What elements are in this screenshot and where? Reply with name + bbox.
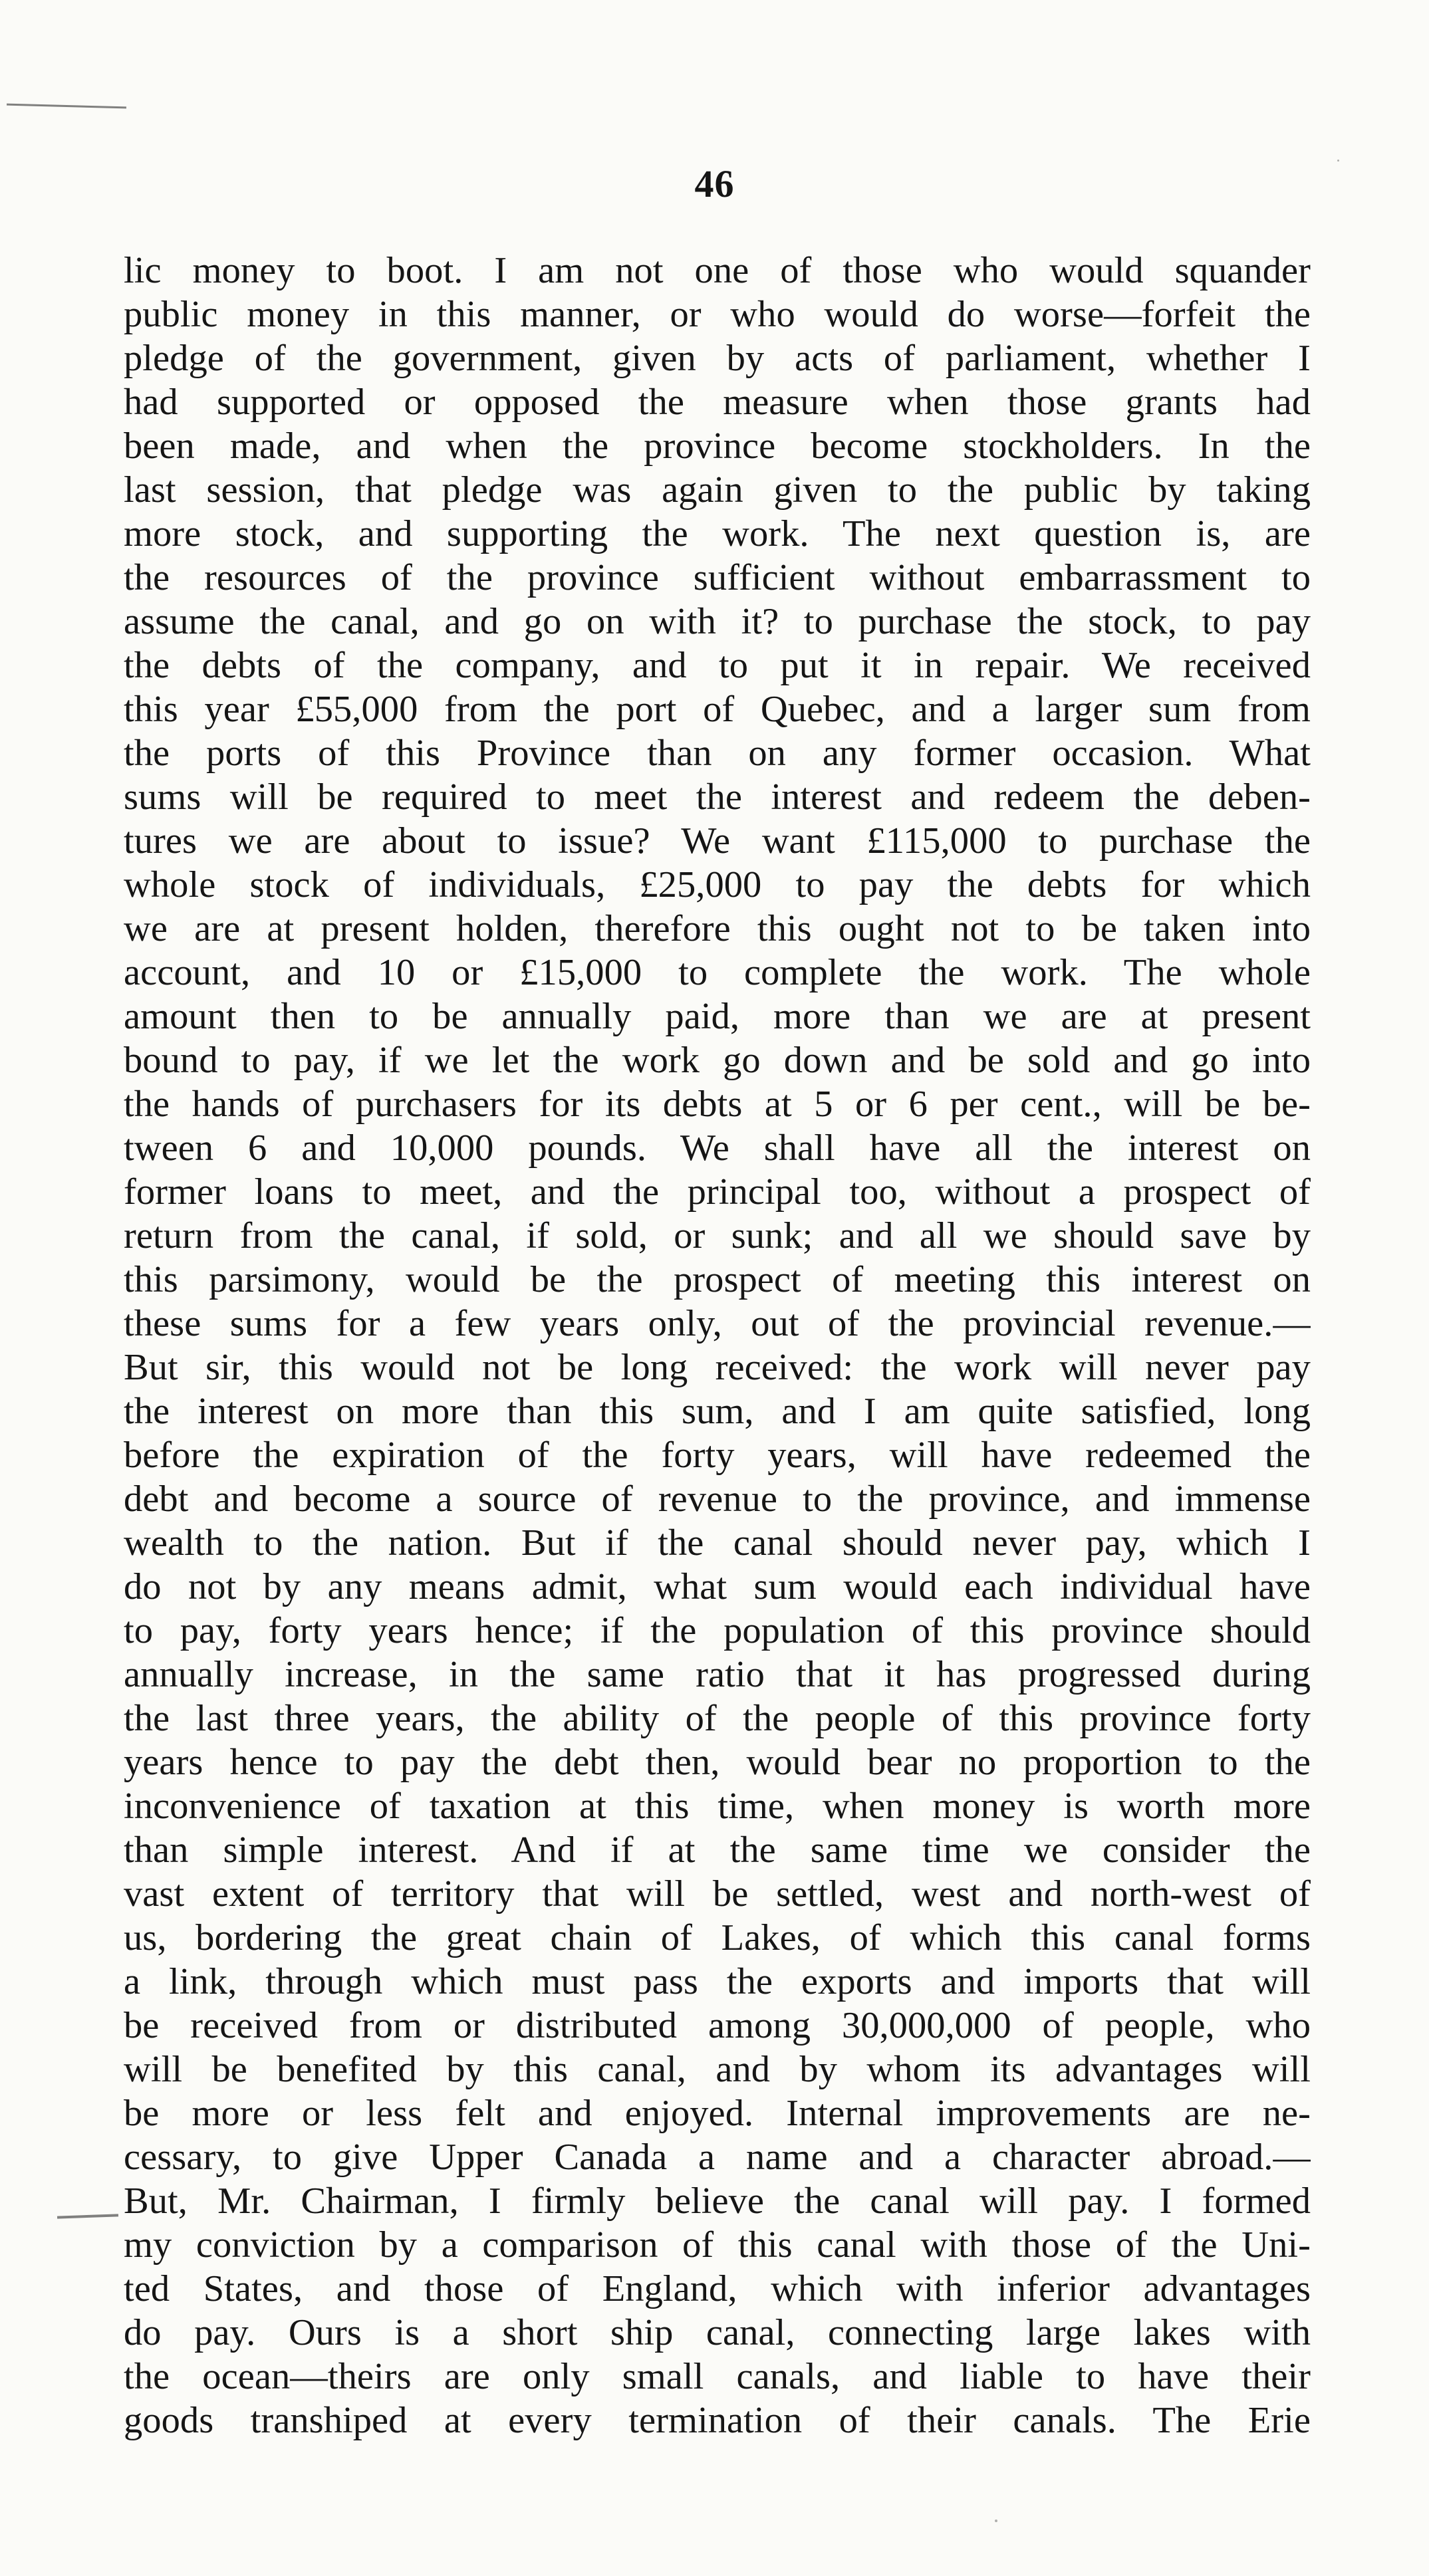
text-line: to pay, forty years hence; if the population of this province should bbox=[124, 1610, 1311, 1651]
text-line: do not by any means admit, what sum would each individual have bbox=[124, 1566, 1311, 1607]
text-line: the last three years, the ability of the people of this province forty bbox=[124, 1698, 1311, 1739]
text-line: debt and become a source of revenue to the province, and immense bbox=[124, 1478, 1311, 1520]
text-line: amount then to be annually paid, more than we are at present bbox=[124, 996, 1311, 1037]
text-line: the interest on more than this sum, and I am quite satisfied, long bbox=[124, 1391, 1311, 1432]
text-line: this year £55,000 from the port of Quebec, and a larger sum from bbox=[124, 689, 1311, 730]
text-line: tween 6 and 10,000 pounds. We shall have all the interest on bbox=[124, 1127, 1311, 1169]
text-line: than simple interest. And if at the same time we consider the bbox=[124, 1829, 1311, 1871]
text-line: annually increase, in the same ratio that it has progressed during bbox=[124, 1654, 1311, 1695]
text-line: before the expiration of the forty years, will have redeemed the bbox=[124, 1435, 1311, 1476]
scan-speck bbox=[995, 2519, 997, 2522]
text-line: my conviction by a comparison of this canal with those of the Uni- bbox=[124, 2224, 1311, 2266]
text-line: had supported or opposed the measure when those grants had bbox=[124, 382, 1311, 423]
text-line: inconvenience of taxation at this time, when money is worth more bbox=[124, 1786, 1311, 1827]
text-line: be received from or distributed among 30,000,000 of people, who bbox=[124, 2005, 1311, 2046]
text-line: former loans to meet, and the principal too, without a prospect of bbox=[124, 1171, 1311, 1213]
text-line: tures we are about to issue? We want £115,000 to purchase the bbox=[124, 820, 1311, 862]
left-margin-arrow-mark bbox=[57, 2214, 118, 2218]
text-line: do pay. Ours is a short ship canal, connecting large lakes with bbox=[124, 2312, 1311, 2353]
text-line: more stock, and supporting the work. The next question is, are bbox=[124, 513, 1311, 554]
text-line: these sums for a few years only, out of the provincial revenue.— bbox=[124, 1303, 1311, 1344]
text-line: account, and 10 or £15,000 to complete the work. The whole bbox=[124, 952, 1311, 993]
text-line: vast extent of territory that will be settled, west and north-west of bbox=[124, 1873, 1311, 1915]
text-line: But, Mr. Chairman, I firmly believe the canal will pay. I formed bbox=[124, 2180, 1311, 2222]
text-line: whole stock of individuals, £25,000 to pay the debts for which bbox=[124, 864, 1311, 905]
text-line: been made, and when the province become stockholders. In the bbox=[124, 425, 1311, 467]
top-left-scan-line bbox=[7, 104, 126, 109]
body-text bbox=[124, 249, 1311, 2442]
text-line: cessary, to give Upper Canada a name and a character abroad.— bbox=[124, 2137, 1311, 2178]
text-line: lic money to boot. I am not one of those who would squander bbox=[124, 250, 1311, 291]
text-line: will be benefited by this canal, and by whom its advantages will bbox=[124, 2049, 1311, 2090]
text-line: be more or less felt and enjoyed. Internal improvements are ne- bbox=[124, 2093, 1311, 2134]
text-line: pledge of the government, given by acts of parliament, whether I bbox=[124, 338, 1311, 379]
text-line: ted States, and those of England, which with inferior advantages bbox=[124, 2268, 1311, 2309]
text-line: this parsimony, would be the prospect of meeting this interest on bbox=[124, 1259, 1311, 1300]
text-line: assume the canal, and go on with it? to purchase the stock, to pay bbox=[124, 601, 1311, 642]
text-line: But sir, this would not be long received: the work will never pay bbox=[124, 1347, 1311, 1388]
text-line: sums will be required to meet the interest and redeem the deben- bbox=[124, 776, 1311, 818]
text-line: goods transhiped at every termination of their canals. The Erie bbox=[124, 2400, 1311, 2441]
text-line: years hence to pay the debt then, would bear no proportion to the bbox=[124, 1742, 1311, 1783]
text-line: public money in this manner, or who would do worse—forfeit the bbox=[124, 294, 1311, 335]
page-number: 46 bbox=[694, 162, 735, 205]
text-line: the debts of the company, and to put it in repair. We received bbox=[124, 645, 1311, 686]
text-line: the ocean—theirs are only small canals, and liable to have their bbox=[124, 2356, 1311, 2397]
text-line: the hands of purchasers for its debts at 5 or 6 per cent., will be be- bbox=[124, 1084, 1311, 1125]
scan-speck bbox=[1337, 160, 1339, 162]
text-line: bound to pay, if we let the work go down and be sold and go into bbox=[124, 1040, 1311, 1081]
text-line: the resources of the province sufficient without embarrassment to bbox=[124, 557, 1311, 598]
text-line: the ports of this Province than on any former occasion. What bbox=[124, 733, 1311, 774]
text-line: return from the canal, if sold, or sunk; and all we should save by bbox=[124, 1215, 1311, 1256]
text-line: a link, through which must pass the exports and imports that will bbox=[124, 1961, 1311, 2002]
text-line: last session, that pledge was again given to the public by taking bbox=[124, 469, 1311, 511]
text-line: us, bordering the great chain of Lakes, of which this canal forms bbox=[124, 1917, 1311, 1958]
text-line: we are at present holden, therefore this ought not to be taken into bbox=[124, 908, 1311, 949]
text-line: wealth to the nation. But if the canal should never pay, which I bbox=[124, 1522, 1311, 1564]
